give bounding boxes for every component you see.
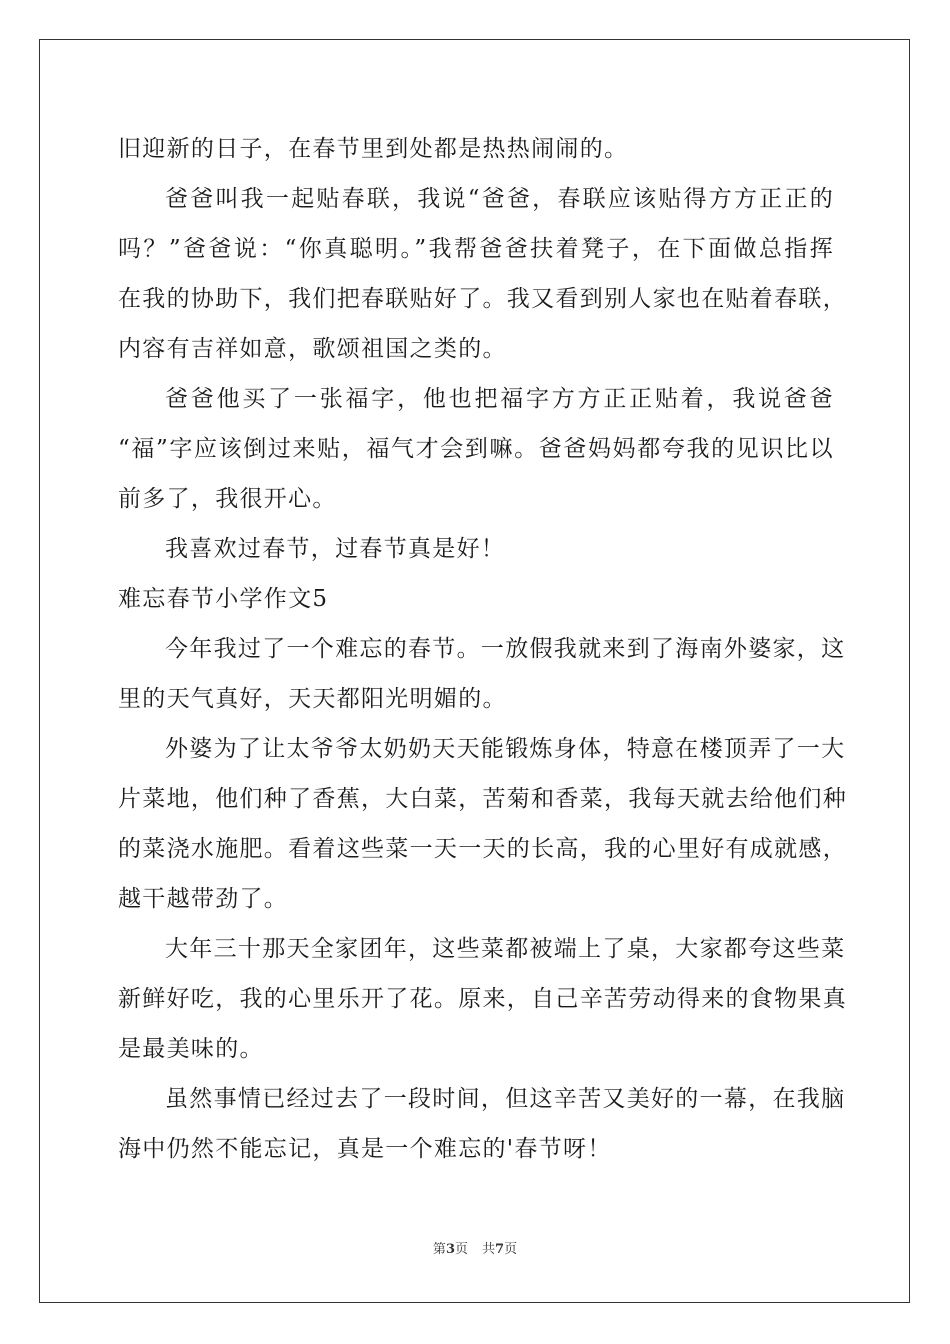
paragraph-start-line: 虽然事情已经过去了一段时间，但这辛苦又美好的一幕，在我脑	[165, 1086, 846, 1112]
text-line: 前多了，我很开心。	[118, 486, 337, 512]
text-line: 片菜地，他们种了香蕉，大白菜，苦菊和香菜，我每天就去给他们种	[118, 786, 847, 812]
text-line: 里的天气真好，天天都阳光明媚的。	[118, 686, 507, 712]
section-heading: 难忘春节小学作文5	[118, 586, 329, 612]
document-body	[118, 128, 847, 1178]
text-line: 是最美味的。	[118, 1036, 264, 1062]
page-current: 3	[445, 1242, 455, 1257]
text-line: 的菜浇水施肥。看着这些菜一天一天的长高，我的心里好有成就感，	[118, 836, 847, 862]
text-line: 旧迎新的日子，在春节里到处都是热热闹闹的。	[118, 136, 629, 162]
text-line: 越干越带劲了。	[118, 886, 289, 912]
page-total: 7	[495, 1242, 505, 1257]
page-suffix: 页	[454, 1242, 468, 1257]
text-line: “福”字应该倒过来贴，福气才会到嘛。爸爸妈妈都夸我的见识比以	[118, 436, 834, 462]
total-suffix: 页	[504, 1242, 518, 1257]
text-line: 海中仍然不能忘记，真是一个难忘的'春节呀！	[118, 1136, 612, 1162]
total-prefix: 共	[482, 1242, 496, 1257]
paragraph-start-line: 大年三十那天全家团年，这些菜都被端上了桌，大家都夸这些菜	[165, 936, 846, 962]
text-line: 内容有吉祥如意，歌颂祖国之类的。	[118, 336, 507, 362]
paragraph-start-line: 爸爸叫我一起贴春联，我说“爸爸，春联应该贴得方方正正的	[165, 186, 834, 212]
paragraph-start-line: 爸爸他买了一张福字，他也把福字方方正正贴着，我说爸爸	[165, 386, 834, 412]
text-line: 在我的协助下，我们把春联贴好了。我又看到别人家也在贴着春联，	[118, 286, 847, 312]
page-footer	[0, 1238, 950, 1257]
paragraph-start-line: 外婆为了让太爷爷太奶奶天天能锻炼身体，特意在楼顶弄了一大	[165, 736, 846, 762]
page-prefix: 第	[432, 1242, 446, 1257]
text-line: 吗？”爸爸说：“你真聪明。”我帮爸爸扶着凳子，在下面做总指挥	[118, 236, 834, 262]
paragraph-start-line: 今年我过了一个难忘的春节。一放假我就来到了海南外婆家，这	[165, 636, 846, 662]
paragraph-start-line: 我喜欢过春节，过春节真是好！	[165, 536, 506, 562]
text-line: 新鲜好吃，我的心里乐开了花。原来，自己辛苦劳动得来的食物果真	[118, 986, 847, 1012]
